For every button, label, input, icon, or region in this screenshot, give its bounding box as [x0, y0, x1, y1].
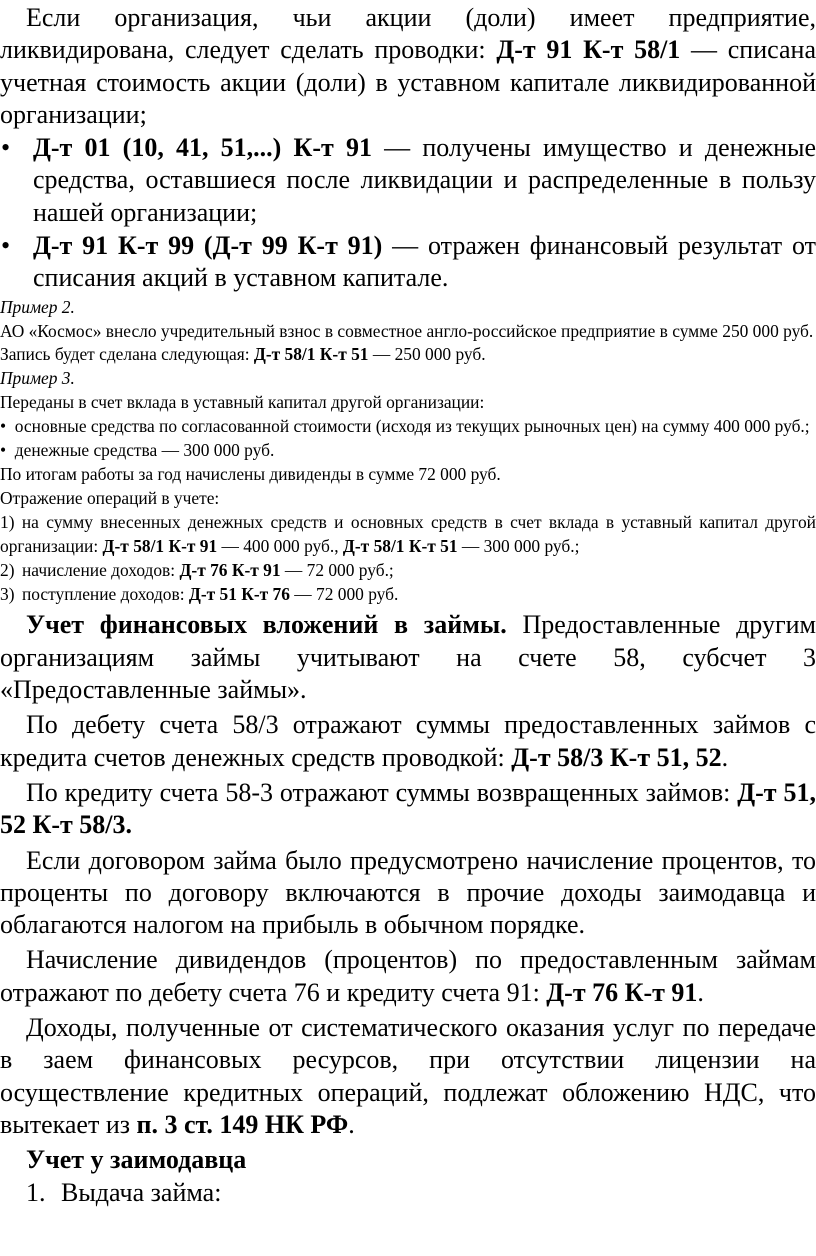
bullet-icon: •: [0, 416, 7, 437]
example-3-reflection: Отражение операций в учете:: [0, 487, 220, 508]
section-heading: Учет финансовых вложений в займы.: [26, 610, 507, 640]
operation-1: 1) на сумму внесенных денежных средств и основных средств в счет вклада в уставный капитал другой организации: Д-т 58/1 К-т 91 — 400 000 руб., Д-т 58/1 К-т 51 — 300 000 руб.;: [0, 511, 816, 556]
loans-debit: По дебету счета 58/3 отражают суммы предоставленных займов с кредита счетов денежных средств проводкой: Д-т 58/3 К-т 51, 52.: [0, 710, 816, 772]
bullet-item-2: • Д-т 91 К-т 99 (Д-т 99 К-т 91) — отражен финансовый результат от списания акций в уставном капитале.: [1, 231, 816, 293]
lender-item-1: 1. Выдача займа:: [26, 1177, 222, 1207]
loans-vat: Доходы, полученные от систематического оказания услуг по передаче в заем финансовых ресурсов, при отсутствии лицензии на осуществление кредитных операций, подлежат обложению НДС, что вытекает из п. 3 ст. 149 НК РФ.: [0, 1013, 816, 1139]
example-2-text: АО «Космос» внесло учредительный взнос в совместное англо-российское предприятие в сумме 250 000 руб.: [0, 320, 814, 341]
entry-bold: Д-т 91 К-т 58/1: [496, 35, 681, 65]
paragraph-liquidation: Если организация, чьи акции (доли) имеет предприятие, ликвидирована, следует сделать проводки: Д-т 91 К-т 58/1 — списана учетная стоимость акции (доли) в уставном капитале ликвидированной организации;: [0, 3, 816, 129]
example-2-entry: Запись будет сделана следующая: Д-т 58/1 К-т 51 — 250 000 руб.: [0, 344, 486, 365]
example-3-dividends: По итогам работы за год начислены дивиденды в сумме 72 000 руб.: [0, 464, 501, 485]
bullet-icon: •: [1, 133, 11, 163]
operation-3: 3) поступление доходов: Д-т 51 К-т 76 — 72 000 руб.: [0, 583, 399, 604]
loans-section: [0, 609, 816, 1208]
bullet-icon: •: [0, 440, 7, 461]
operation-2: 2) начисление доходов: Д-т 76 К-т 91 — 72 000 руб.;: [0, 559, 394, 580]
example-3-title: Пример 3.: [0, 368, 75, 389]
example-2-title: Пример 2.: [0, 296, 75, 317]
examples-section: [0, 296, 816, 607]
example-3-intro: Переданы в счет вклада в уставный капитал другой организации:: [0, 392, 485, 413]
example-3-bullet-2: • денежные средства — 300 000 руб.: [0, 440, 275, 461]
bullet-icon: •: [1, 231, 11, 261]
loans-dividends: Начисление дивидендов (процентов) по предоставленным займам отражают по дебету счета 76 и кредиту счета 91: Д-т 76 К-т 91.: [0, 945, 816, 1007]
lender-heading: Учет у заимодавца: [26, 1145, 247, 1175]
example-3-bullet-1: • основные средства по согласованной стоимости (исходя из текущих рыночных цен) на сумму 400 000 руб.;: [0, 416, 810, 437]
bullet-item-1: • Д-т 01 (10, 41, 51,...) К-т 91 — получены имущество и денежные средства, оставшиеся после ликвидации и распределенные в пользу нашей организации;: [1, 133, 816, 227]
loans-interest: Если договором займа было предусмотрено начисление процентов, то проценты по договору включаются в прочие доходы заимодавца и облагаются налогом на прибыль в обычном порядке.: [0, 845, 816, 940]
loans-intro: Учет финансовых вложений в займы. Предоставленные другим организациям займы учитывают на счете 58, субсчет 3 «Предоставленные займы».: [0, 610, 816, 705]
loans-credit: По кредиту счета 58-3 отражают суммы возвращенных займов: Д-т 51, 52 К-т 58/3.: [0, 777, 816, 840]
